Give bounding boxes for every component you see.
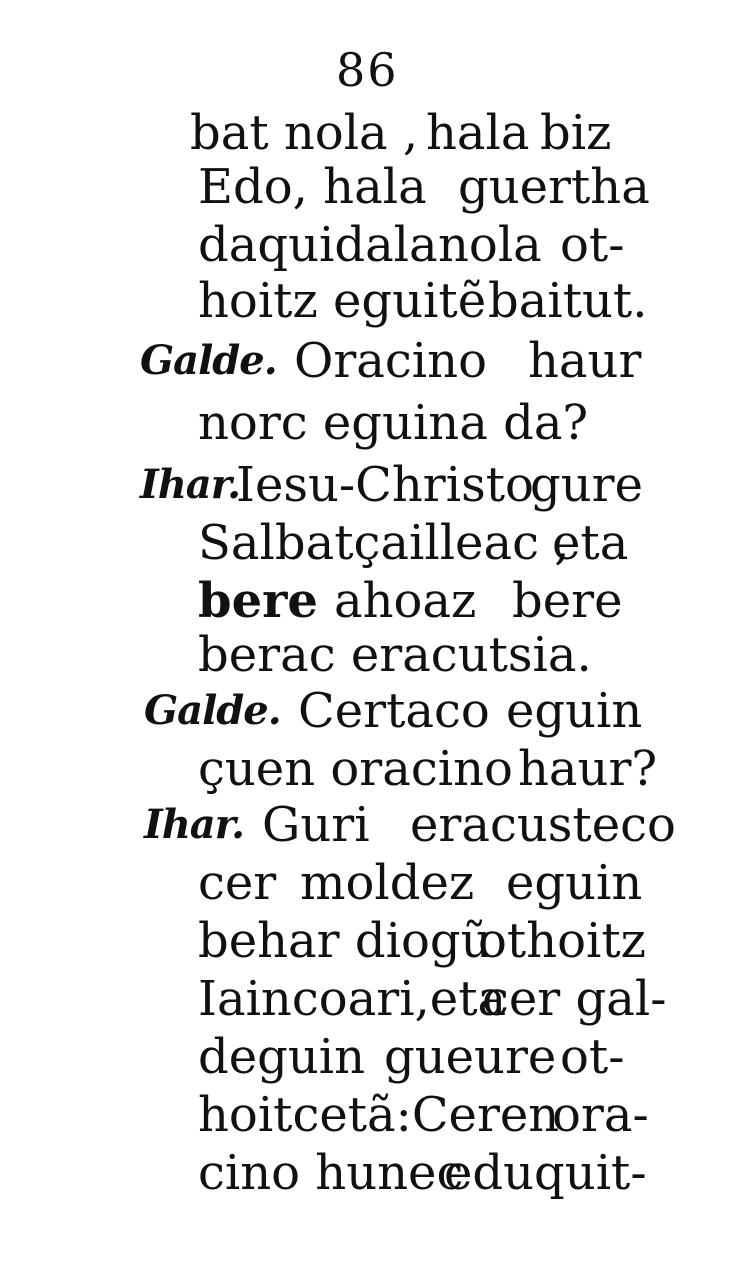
line-text-right: biz — [540, 105, 612, 161]
line-text-right: guertha — [458, 159, 650, 215]
line-text-right: baitut. — [488, 273, 648, 329]
line-text-right: cer gal- — [482, 971, 667, 1027]
line-text-left: Oracino — [294, 333, 487, 389]
line-text-right: othoitz — [478, 913, 646, 969]
text-line — [0, 388, 744, 458]
line-text-right: eguin — [506, 683, 643, 739]
line-text-right: ot- — [560, 217, 625, 273]
line-text-left: hoitz eguitẽ — [198, 273, 487, 329]
line-text-left: hoitcetã:Ceren — [198, 1087, 560, 1143]
line-text-left: Iesu-Christo — [236, 457, 534, 513]
speaker-label: Ihar. — [144, 801, 245, 848]
speaker-label: Galde. — [144, 687, 281, 734]
line-text-left: cer — [198, 855, 277, 911]
line-text-left: cino hunec — [198, 1145, 464, 1201]
line-text-left: Edo, hala — [198, 159, 427, 215]
text-line — [0, 326, 744, 396]
line-text-right: haur? — [518, 741, 658, 797]
line-text-left: berac eracutsia. — [198, 627, 592, 683]
line-text-left: deguin — [198, 1029, 366, 1085]
line-text-left: daquidala — [198, 217, 438, 273]
line-text-right: eta — [552, 515, 629, 571]
line-text-right: eracusteco — [410, 797, 676, 853]
line-text-left: norc eguina da? — [198, 395, 589, 451]
line-text-left: Certaco — [298, 683, 490, 739]
line-text-right: eguin — [506, 855, 643, 911]
line-text-middle: ahoaz — [334, 573, 477, 629]
text-line — [0, 1138, 744, 1208]
line-text-middle: hala — [426, 105, 530, 161]
line-text-left: Guri — [262, 797, 370, 853]
line-text-left: Salbatçailleac , — [198, 515, 570, 571]
line-text-left: bat nola , — [190, 105, 419, 161]
line-text-right: haur — [528, 333, 642, 389]
line-text-right: bere — [512, 573, 623, 629]
line-text-left: bere — [198, 573, 318, 629]
line-text-middle: moldez — [300, 855, 475, 911]
speaker-label: Galde. — [140, 337, 277, 384]
speaker-label: Ihar. — [140, 461, 241, 508]
line-text-right: gure — [530, 457, 643, 513]
line-text-left: Iaincoari,eta — [198, 971, 507, 1027]
line-text-right: ot- — [560, 1029, 625, 1085]
line-text-middle: nola — [438, 217, 542, 273]
line-text-right: eduquit- — [444, 1145, 647, 1201]
page-number: 86 — [336, 43, 399, 97]
line-text-left: behar diogũ — [198, 913, 492, 969]
line-text-left: çuen oracino — [198, 741, 513, 797]
line-text-middle: gueure — [384, 1029, 557, 1085]
line-text-right: ora- — [552, 1087, 649, 1143]
